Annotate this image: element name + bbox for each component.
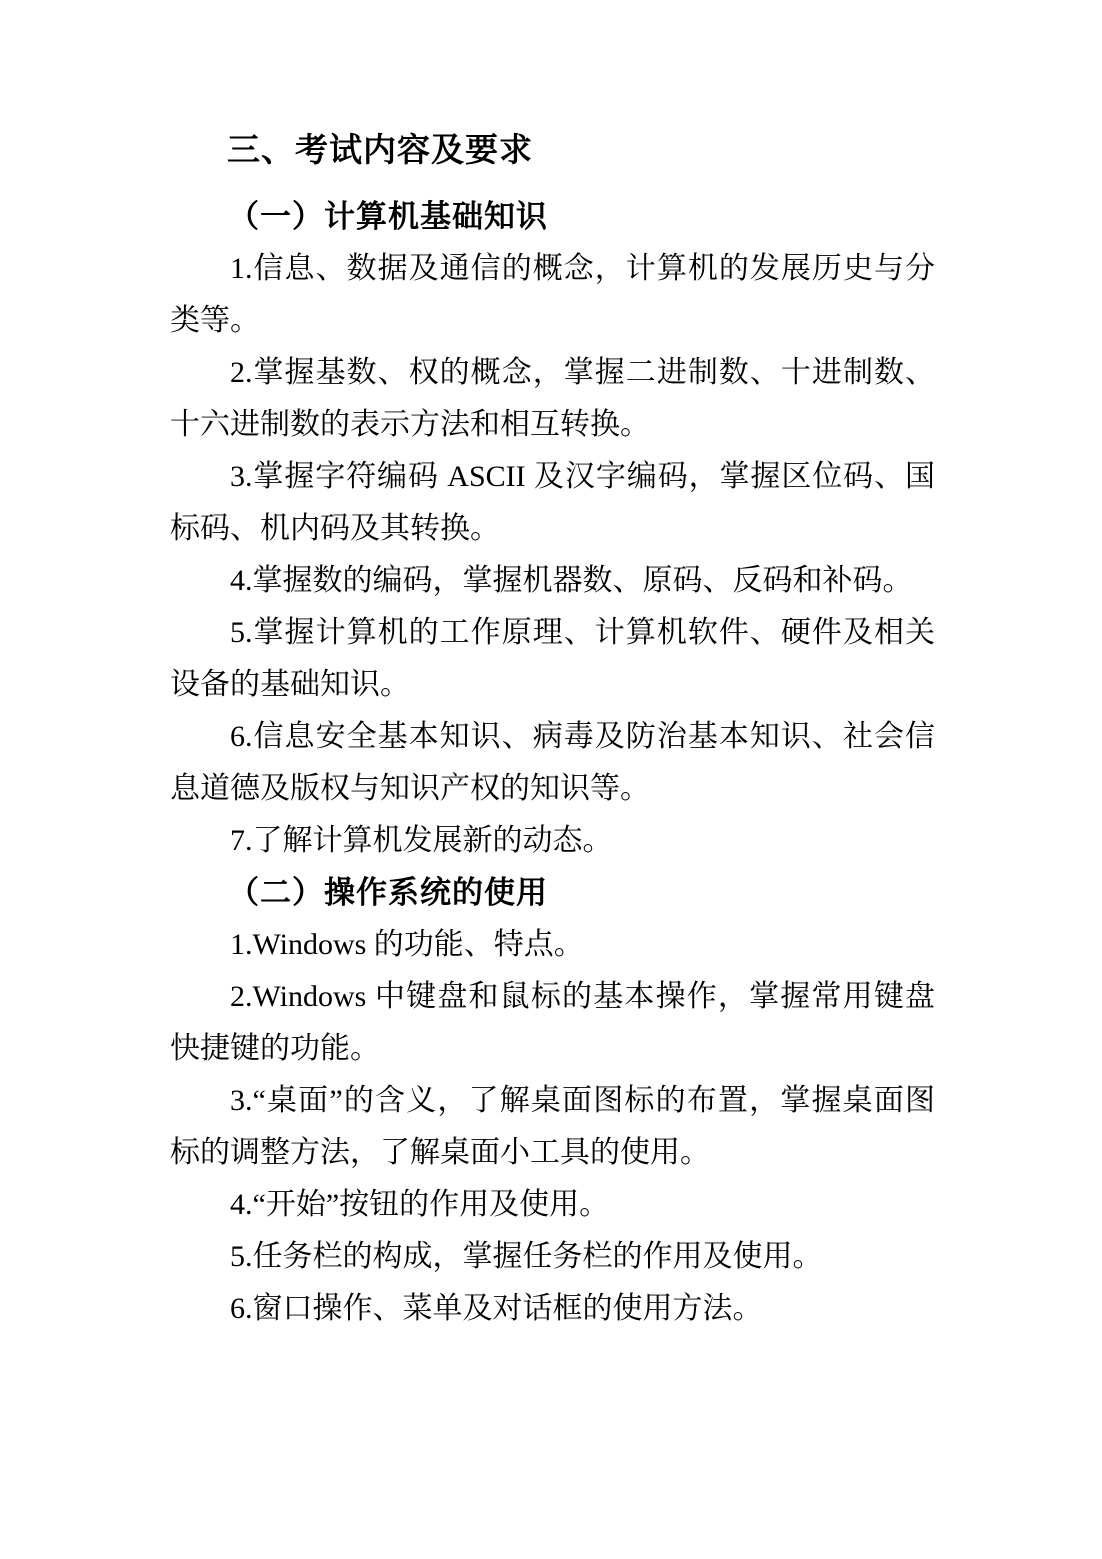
list-item: 6.信息安全基本知识、病毒及防治基本知识、社会信息道德及版权与知识产权的知识等。 (170, 720, 935, 805)
list-item: 7.了解计算机发展新的动态。 (230, 824, 613, 857)
list-item: 5.掌握计算机的工作原理、计算机软件、硬件及相关设备的基础知识。 (170, 616, 935, 701)
list-item: 4.掌握数的编码，掌握机器数、原码、反码和补码。 (230, 564, 913, 597)
page-title: 三、考试内容及要求 (227, 131, 533, 168)
list-item: 3.掌握字符编码 ASCII 及汉字编码，掌握区位码、国标码、机内码及其转换。 (170, 460, 935, 545)
list-item: 5.任务栏的构成，掌握任务栏的作用及使用。 (230, 1240, 823, 1273)
list-item: 6.窗口操作、菜单及对话框的使用方法。 (230, 1292, 763, 1325)
section-os-usage (170, 867, 935, 1335)
list-item: 1.信息、数据及通信的概念，计算机的发展历史与分类等。 (170, 252, 935, 337)
subsection-heading-os-usage: （二）操作系统的使用 (228, 875, 548, 910)
list-item: 4.“开始”按钮的作用及使用。 (230, 1188, 610, 1221)
list-item: 3.“桌面”的含义，了解桌面图标的布置，掌握桌面图标的调整方法，了解桌面小工具的使用。 (170, 1084, 935, 1169)
list-item: 2.Windows 中键盘和鼠标的基本操作，掌握常用键盘快捷键的功能。 (170, 980, 935, 1065)
subsection-heading-computer-basics: （一）计算机基础知识 (228, 199, 548, 234)
list-item: 1.Windows 的功能、特点。 (230, 928, 584, 961)
section-computer-basics (170, 191, 935, 867)
list-item: 2.掌握基数、权的概念，掌握二进制数、十进制数、十六进制数的表示方法和相互转换。 (170, 356, 935, 441)
